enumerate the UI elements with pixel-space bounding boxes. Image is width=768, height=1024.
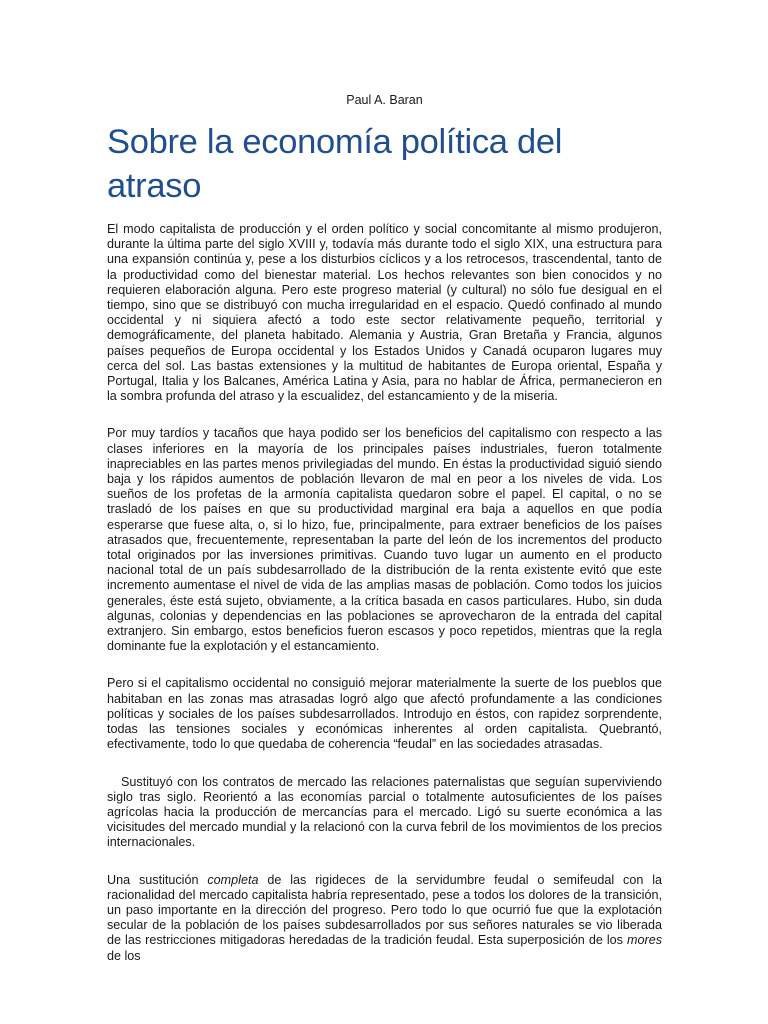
author-name: Paul A. Baran [346, 93, 423, 107]
emphasis-completa: completa [207, 872, 259, 887]
paragraph-1: El modo capitalista de producción y el orden político y social concomitante al mismo produjeron, durante la última parte del siglo XVIII y, todavía más durante todo el siglo XIX, una estructura para una expansión continúa y, pese a los disturbios cíclicos y a los retrocesos, trascendental, tanto de la productividad como del bienestar material. Los hechos relevantes son bien conocidos y no requieren elaboración alguna. Pero este progreso material (y cultural) no sólo fue desigual en el tiempo, sino que se distribuyó con mucha irregularidad en el espacio. Quedó confinado al mundo occidental y ni siquiera afectó a todo este sector relativamente pequeño, territorial y demográficamente, del planeta habitado. Alemania y Austria, Gran Bretaña y Francia, algunos países pequeños de Europa occidental y los Estados Unidos y Canadá ocuparon lugares muy cerca del sol. Las bastas extensiones y la multitud de habitantes de Europa oriental, España y Portugal, Italia y los Balcanes, América Latina y Asia, para no hablar de África, permanecieron en la sombra profunda del atraso y la escualidez, del estancamiento y de la miseria. [107, 222, 662, 404]
emphasis-mores: mores [627, 933, 662, 948]
paragraph-5 [107, 873, 662, 964]
document-page [107, 0, 662, 1024]
paragraph-4: Sustituyó con los contratos de mercado las relaciones paternalistas que seguían superviviendo siglo tras siglo. Reorientó a las economías parcial o totalmente autosuficientes de los países agrícolas hacia la producción de mercancías para el mercado. Ligó su suerte económica a las vicisitudes del mercado mundial y la relacionó con la curva febril de los movimientos de los precios internacionales. [107, 774, 662, 850]
paragraph-5-part-1: Una sustitución [107, 872, 208, 887]
document-title: Sobre la economía política del atraso [107, 123, 563, 205]
document-body [107, 222, 662, 986]
paragraph-3: Pero si el capitalismo occidental no consiguió mejorar materialmente la suerte de los pueblos que habitaban en las zonas mas atrasadas logró algo que afectó profundamente a las condiciones políticas y sociales de los países subdesarrollados. Introdujo en éstos, con rapidez sorprendente, todas las tensiones sociales y económicas inherentes al orden capitalista. Quebrantó, efectivamente, todo lo que quedaba de coherencia “feudal” en las sociedades atrasadas. [107, 676, 662, 752]
paragraph-5-part-2: de las rigideces de la servidumbre feudal o semifeudal con la racionalidad del mercado capitalista habría representado, pese a todos los dolores de la transición, un paso importante en la dirección del progreso. Pero todo lo que ocurrió fue que la explotación secular de la población de los países subdesarrollados por sus señores naturales se vio liberada de las restricciones mitigadoras heredadas de la tradición feudal. Esta superposición de los [107, 872, 663, 948]
paragraph-2: Por muy tardíos y tacaños que haya podido ser los beneficios del capitalismo con respecto a las clases inferiores en la mayoría de los principales países industriales, fueron totalmente inapreciables en las partes menos privilegiadas del mundo. En éstas la productividad siguió siendo baja y los rápidos aumentos de población llevaron de mal en peor a los niveles de vida. Los sueños de los profetas de la armonía capitalista quedaron sobre el papel. El capital, o no se trasladó de los países en que su productividad marginal era baja a aquellos en que podía esperarse que fuese alta, o, si lo hizo, fue, principalmente, para extraer beneficios de los países atrasados que, frecuentemente, representaban la parte del león de los incrementos del producto total originados por las inversiones primitivas. Cuando tuvo lugar un aumento en el producto nacional total de un país subdesarrollado de la distribución de la renta existente evitó que este incremento aumentase el nivel de vida de las amplias masas de población. Como todos los juicios generales, éste está sujeto, obviamente, a la crítica basada en casos particulares. Hubo, sin duda algunas, colonias y dependencias en las poblaciones se aprovecharon de la entrada del capital extranjero. Sin embargo, estos beneficios fueron escasos y poco repetidos, mientras que la regla dominante fue la explotación y el estancamiento. [107, 426, 662, 654]
paragraph-5-part-3: de los [107, 948, 141, 963]
